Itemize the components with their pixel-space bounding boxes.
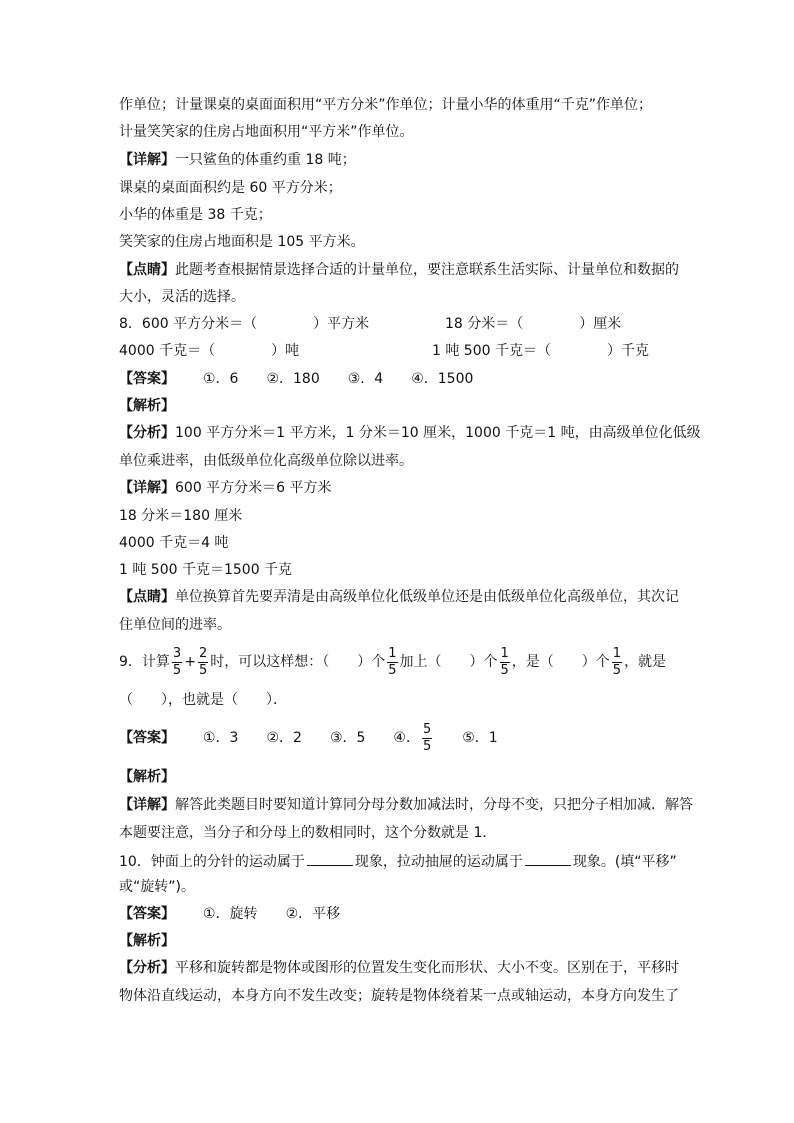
text-span: 平移和旋转都是物体或图形的位置发生变化而形状、大小不变。区别在于，平移时 [175, 960, 679, 976]
text-line: 计量笑笑家的住房占地面积用“平方米”作单位。 [119, 124, 414, 140]
answer-item: ①．旋转 [203, 906, 258, 922]
text-line [119, 423, 701, 443]
text-line [119, 958, 679, 978]
answer-item: ②．180 [266, 371, 320, 387]
section-tag: 【分析】 [119, 425, 175, 441]
text-span: 单位换算首先要弄清是由高级单位化低级单位还是由低级单位化高级单位，其次记 [175, 589, 679, 605]
fraction-numerator: 1 [500, 645, 509, 661]
text-span: 现象。(填“平移” [572, 854, 677, 870]
text-line: 本题要注意，当分子和分母上的数相同时，这个分数就是 1． [119, 825, 497, 841]
fraction-denominator: 5 [198, 662, 208, 678]
text-line: 4000 千克＝4 吨 [119, 535, 229, 551]
text-span: 时，可以这样想：（ ）个 [210, 654, 386, 670]
text-line: 大小，灵活的选择。 [119, 289, 245, 305]
answer-line [119, 369, 473, 389]
section-tag: 【分析】 [119, 960, 175, 976]
text-line [119, 587, 679, 607]
fraction-numerator: 3 [172, 645, 182, 661]
question-8-line-1 [119, 314, 369, 334]
text-span: ，是（ ）个 [511, 654, 610, 670]
answer-item: ①．6 [203, 371, 239, 387]
analysis-tag: 【解析】 [119, 933, 175, 949]
question-10-line-1 [119, 851, 677, 872]
section-tag: 【点睛】 [119, 262, 175, 278]
text-line [119, 478, 332, 498]
text-line [119, 150, 356, 170]
text-line: 物体沿直线运动，本身方向不发生改变；旋转是物体绕着某一点或轴运动，本身方向发生了 [119, 988, 679, 1004]
question-8-part-c: 4000 千克＝（ ）吨 [119, 343, 300, 359]
fraction-numerator: 5 [422, 721, 432, 737]
text-span: 现象，拉动抽屉的运动属于 [354, 854, 523, 870]
analysis-tag: 【解析】 [119, 398, 175, 414]
text-span: 解答此类题目时要知道计算同分母分数加减法时，分母不变，只把分子相加减．解答 [175, 797, 693, 813]
text-line: 作单位；计量课桌的桌面面积用“平方分米”作单位；计量小华的体重用“千克”作单位； [119, 97, 653, 113]
fraction-numerator: 2 [198, 645, 208, 661]
fraction [198, 646, 208, 679]
question-8-part-a: 8．600 平方分米＝（ ）平方米 [119, 316, 370, 332]
text-line: 课桌的桌面面积约是 60 平方分米； [119, 180, 342, 196]
fraction [387, 646, 397, 679]
text-span: 600 平方分米＝6 平方米 [175, 480, 332, 496]
answer-item: ⑤．1 [462, 730, 498, 746]
text-span: 100 平方分米＝1 平方米，1 分米＝10 厘米，1000 千克＝1 吨，由高级单位化低级 [175, 425, 701, 441]
fraction-denominator: 5 [388, 662, 397, 678]
analysis-tag: 【解析】 [119, 769, 175, 785]
answer-line [119, 720, 498, 756]
section-tag: 【点睛】 [119, 589, 175, 605]
answer-item: ③．4 [347, 371, 384, 387]
fraction-numerator: 1 [612, 645, 622, 661]
question-9-line-1 [119, 645, 666, 679]
fill-blank[interactable] [525, 851, 571, 866]
text-span: 一只鲨鱼的体重约重 18 吨； [175, 152, 356, 168]
fraction [172, 646, 182, 679]
answer-item: ②．2 [266, 730, 302, 746]
fill-blank[interactable] [307, 851, 353, 866]
fraction-denominator: 5 [422, 738, 432, 754]
fraction-denominator: 5 [612, 662, 622, 678]
section-tag: 【详解】 [119, 152, 175, 168]
answer-item: ④． [393, 730, 420, 746]
text-line: 小华的体重是 38 千克； [119, 207, 272, 223]
section-tag: 【详解】 [119, 480, 175, 496]
question-8-part-b: 18 分米＝（ ）厘米 [445, 316, 622, 332]
text-span: 加上（ ）个 [399, 654, 498, 670]
answer-tag: 【答案】 [119, 371, 175, 387]
plus-sign: + [184, 654, 196, 670]
text-line [119, 795, 693, 815]
answer-item: ③．5 [329, 730, 366, 746]
answer-item: ①．3 [203, 730, 239, 746]
text-span: ，就是 [624, 654, 667, 670]
section-tag: 【详解】 [119, 797, 175, 813]
answer-tag: 【答案】 [119, 730, 175, 746]
question-9-line-2: （ ），也就是（ ）． [119, 692, 287, 708]
text-line: 笑笑家的住房占地面积是 105 平方米。 [119, 234, 365, 250]
answer-tag: 【答案】 [119, 906, 175, 922]
fraction [500, 646, 510, 679]
fraction [612, 646, 622, 679]
question-10-line-2: 或“旋转”)。 [119, 879, 195, 895]
text-span: 此题考查根据情景选择合适的计量单位，要注意联系生活实际、计量单位和数据的 [175, 262, 679, 278]
text-line: 1 吨 500 千克＝1500 千克 [119, 562, 293, 578]
text-line: 住单位间的进率。 [119, 617, 231, 633]
fraction [422, 722, 432, 755]
answer-line [119, 904, 340, 924]
text-span: 9．计算 [119, 654, 170, 670]
question-8-part-d: 1 吨 500 千克＝（ ）千克 [432, 343, 649, 359]
fraction-denominator: 5 [172, 662, 182, 678]
text-line [119, 260, 679, 280]
text-line: 18 分米＝180 厘米 [119, 508, 243, 524]
text-line: 单位乘进率，由低级单位化高级单位除以进率。 [119, 453, 413, 469]
answer-item: ②．平移 [285, 906, 341, 922]
fraction-denominator: 5 [500, 662, 509, 678]
fraction-numerator: 1 [388, 645, 397, 661]
answer-item: ④．1500 [411, 371, 474, 387]
text-span: 10．钟面上的分针的运动属于 [119, 854, 305, 870]
